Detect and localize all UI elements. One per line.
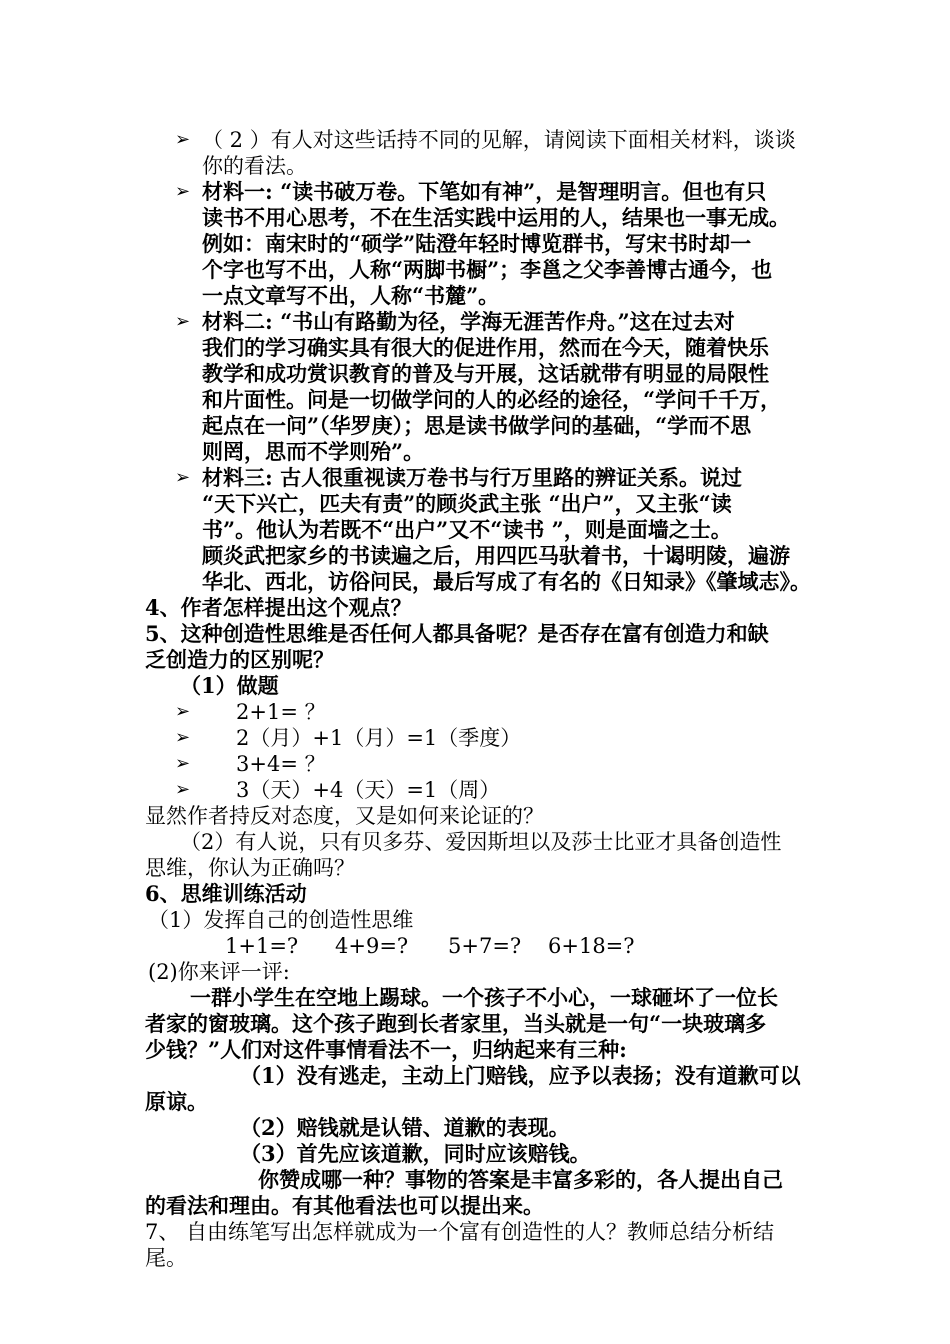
material-two-line: 和片面性。问是一切做学问的人的必经的途径，“学问千千万， <box>202 387 782 412</box>
bullet-arrow-icon: ➢ <box>175 467 191 488</box>
material-two-line: 我们的学习确实具有很大的促进作用，然而在今天，随着快乐 <box>202 335 769 360</box>
bullet-arrow-icon: ➢ <box>175 701 191 722</box>
equation-line: 3+4= ？ <box>236 752 326 776</box>
story-line: 一群小学生在空地上踢球。一个孩子不小心，一球砸坏了一位长 <box>190 985 778 1010</box>
materials-intro-line: （ 2 ）有人对这些话持不同的见解，请阅读下面相关材料，谈谈 <box>202 128 796 152</box>
bullet-arrow-icon: ➢ <box>175 181 191 202</box>
question-7-line: 尾。 <box>145 1246 187 1270</box>
question-4: 4、作者怎样提出这个观点？ <box>145 595 412 620</box>
material-one-line: 个字也写不出，人称“两脚书橱”；李邕之父李善博古通今，也 <box>202 257 773 282</box>
question-6-sub2: (2)你来评一评: <box>148 960 290 984</box>
equation-line: 2（月）+1（月）=1（季度） <box>236 726 522 750</box>
sum-item: 4+9=? <box>335 934 409 958</box>
question-7-line: 7、 自由练笔写出怎样就成为一个富有创造性的人？教师总结分析结 <box>145 1220 775 1244</box>
material-one-line: 一点文章写不出，人称“书麓”。 <box>202 283 500 308</box>
material-two-line: 教学和成功赏识教育的普及与开展，这话就带有明显的局限性 <box>202 361 769 386</box>
bullet-arrow-icon: ➢ <box>175 311 191 332</box>
option-1-line: （1）没有逃走，主动上门赔钱，应予以表扬；没有道歉可以 <box>240 1063 801 1088</box>
option-1-line: 原谅。 <box>145 1089 208 1114</box>
material-two-line: 材料二: “书山有路勤为径，学海无涯苦作舟。”这在过去对 <box>202 309 735 334</box>
story-line: 者家的窗玻璃。这个孩子跑到长者家里，当头就是一句“一块玻璃多 <box>145 1011 767 1036</box>
bullet-arrow-icon: ➢ <box>175 727 191 748</box>
material-two-line: 起点在一问”（华罗庚）；思是读书做学问的基础，“学而不思 <box>202 413 752 438</box>
question-5-line: 乏创造力的区别呢？ <box>145 647 334 672</box>
question-5-sub2-line: （2）有人说，只有贝多芬、爱因斯坦以及莎士比亚才具备创造性 <box>180 830 782 854</box>
equation-line: 3（天）+4（天）=1（周） <box>236 778 501 802</box>
materials-intro-line: 你的看法。 <box>202 154 307 178</box>
sum-item: 5+7=? <box>448 934 522 958</box>
material-three-line: 顾炎武把家乡的书读遍之后，用四匹马驮着书，十谒明陵，遍游 <box>202 543 790 568</box>
question-6-sub1: （1）发挥自己的创造性思维 <box>148 908 414 932</box>
question-6: 6、思维训练活动 <box>145 881 307 906</box>
closing-line: 你赞成哪一种？事物的答案是丰富多彩的，各人提出自己 <box>258 1167 783 1192</box>
equation-line: 2+1= ？ <box>236 700 326 724</box>
material-three-line: 材料三: 古人很重视读万卷书与行万里路的辨证关系。说过 <box>202 465 743 490</box>
question-5-sub1: （1）做题 <box>180 673 279 698</box>
question-5-sub2-line: 思维，你认为正确吗？ <box>145 856 355 880</box>
question-5-line: 5、这种创造性思维是否任何人都具备呢？是否存在富有创造力和缺 <box>145 621 769 646</box>
material-three-line: 书”。他认为若既不“出户”又不“读书 ”，则是面墙之士。 <box>202 517 732 542</box>
bullet-arrow-icon: ➢ <box>175 779 191 800</box>
material-one-line: 例如：南宋时的“硕学”陆澄年轻时博览群书，写宋书时却一 <box>202 231 752 256</box>
material-one-line: 材料一: “读书破万卷。下笔如有神”，是智理明言。但也有只 <box>202 179 767 204</box>
sum-item: 6+18=? <box>548 934 635 958</box>
option-2: （2）赔钱就是认错、道歉的表现。 <box>240 1115 570 1140</box>
material-one-line: 读书不用心思考，不在生活实践中运用的人，结果也一事无成。 <box>202 205 790 230</box>
material-three-line: “天下兴亡，匹夫有责”的顾炎武主张 “出户”，又主张“读 <box>202 491 732 516</box>
story-line: 少钱？”人们对这件事情看法不一，归纳起来有三种: <box>145 1037 627 1062</box>
sum-item: 1+1=? <box>225 934 299 958</box>
material-two-line: 则罔，思而不学则殆”。 <box>202 439 425 464</box>
option-3: （3）首先应该道歉，同时应该赔钱。 <box>240 1141 591 1166</box>
closing-line: 的看法和理由。有其他看法也可以提出来。 <box>145 1193 544 1218</box>
bullet-arrow-icon: ➢ <box>175 129 191 150</box>
material-three-line: 华北、西北，访俗问民，最后写成了有名的《日知录》《肇域志》。 <box>202 569 811 594</box>
question-5-after: 显然作者持反对态度，又是如何来论证的？ <box>145 804 544 828</box>
bullet-arrow-icon: ➢ <box>175 753 191 774</box>
